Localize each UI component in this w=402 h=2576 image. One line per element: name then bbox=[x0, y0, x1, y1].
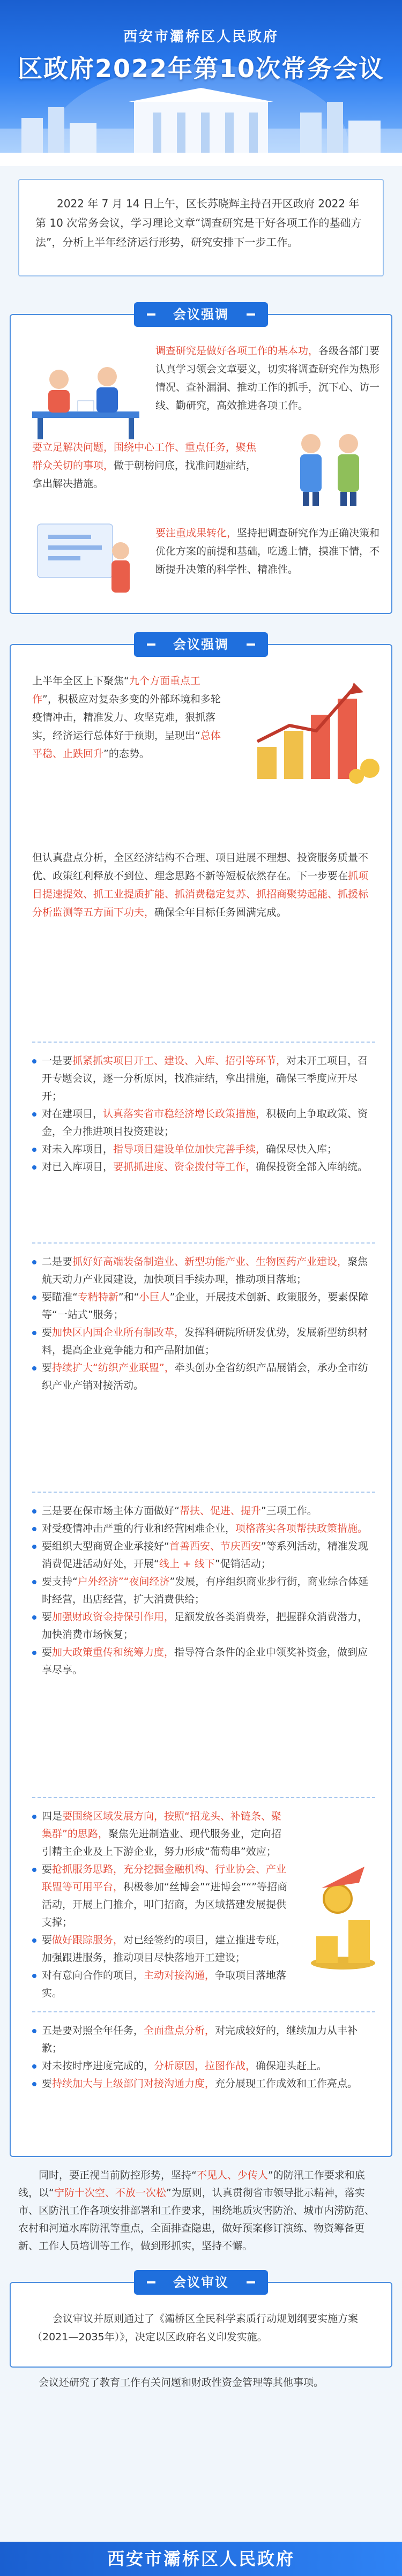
bullet-item: 要持续扩大“纺织产业联盟”，牵头创办全省纺织产品展销会，承办全市纺织产业产销对接活动。 bbox=[32, 1359, 375, 1395]
bullet-item: 要组织大型商贸企业承接好“首善西安、节庆西安”等系列活动，精准发现消费促进活动好处，开展“线上 + 线下”促销活动； bbox=[32, 1538, 375, 1573]
emphasis-item: 要立足解决问题，围绕中心工作、重点任务，聚焦群众关切的事项，做于朝榜问底，找准问题症结，拿出解决措施。 bbox=[32, 441, 257, 490]
section-review bbox=[10, 2275, 392, 2368]
bullet-item: 要加大政策重传和统筹力度，指导符合条件的企业申领奖补资金，做到应享尽享。 bbox=[32, 1644, 375, 1679]
bullet-item: 对有意向合作的项目，主动对接沟通，争取项目落地落实。 bbox=[32, 1967, 289, 2002]
divider bbox=[32, 2011, 375, 2012]
section-heading: 会议强调 bbox=[134, 302, 268, 327]
divider bbox=[32, 1042, 375, 1043]
divider bbox=[32, 1242, 375, 1244]
bullet-item: 二是要抓好好高端装备制造业、新型功能产业、生物医药产业建设，聚焦航天动力产业园建设，加快项目手续办理，推动项目落地； bbox=[32, 1253, 375, 1289]
bullet-item: 对受疫情冲击严重的行业和经营困难企业，项格落实各项帮扶政策措施。 bbox=[32, 1520, 375, 1538]
bullet-item: 三是要在保市场主体方面做好“帮扶、促进、提升”三项工作。 bbox=[32, 1502, 375, 1520]
measures-group-1 bbox=[32, 1052, 375, 1176]
bullet-item: 对已入库项目，要抓抓进度、资金拨付等工作，确保投资全部入库纳统。 bbox=[32, 1158, 375, 1176]
bullet-item: 要持续加大与上级部门对接沟通力度，充分展现工作成效和工作亮点。 bbox=[32, 2075, 375, 2093]
divider bbox=[32, 1492, 375, 1493]
divider bbox=[32, 1797, 375, 1798]
bullet-item: 对未入库项目，指导项目建设单位加快完善手续，确保尽快入库； bbox=[32, 1141, 375, 1158]
bullet-item: 五是要对照全年任务，全面盘点分析，对完成较好的，继续加力从丰补歉； bbox=[32, 2022, 375, 2057]
footer-banner: 西安市灞桥区人民政府 bbox=[0, 2542, 402, 2576]
page-title: 区政府2022年第10次常务会议 bbox=[17, 54, 385, 83]
growth-chart-illustration bbox=[247, 667, 386, 790]
section-emphasis-1 bbox=[10, 307, 392, 614]
problem-paragraph: 但认真盘点分析，全区经济结构不合理、项目进展不理想、投资服务质量不优、政策红利释放不到位、理念思路不新等短板依然存在。下一步要在抓项目提速提效、抓工业提质扩能、抓消费稳定复苏、抓招商聚势起能、抓援标分析监测等五方面下功夫，确保全年目标任务圆满完成。 bbox=[32, 852, 369, 918]
section-heading: 会议强调 bbox=[134, 632, 268, 657]
people-illustration bbox=[279, 422, 381, 508]
section-emphasis-2 bbox=[10, 637, 392, 2157]
coins-illustration bbox=[300, 1856, 386, 1974]
intro-paragraph: 2022 年 7 月 14 日上午，区长苏晓辉主持召开区政府 2022 年第 10 次常务会议，学习理论文章“调查研究是干好各项工作的基础方法”，分析上半年经济运行形势，研究安排下一步工作。 bbox=[18, 179, 384, 276]
overview-paragraph: 上半年全区上下聚焦“九个方面重点工作”，积极应对复杂多变的外部环境和多轮疫情冲击，精准发力、攻坚克难，狠抓落实，经济运行总体好于预期，呈现出“总体平稳、止跌回升”的态势。 bbox=[32, 675, 221, 760]
measures-group-4 bbox=[32, 1808, 289, 2002]
closing-paragraph: 会议还研究了教育工作有关问题和财政性资金管理等其他事项。 bbox=[39, 2377, 324, 2388]
meeting-illustration bbox=[27, 347, 145, 444]
review-text: 会议审议并原则通过了《灞桥区全民科学素质行动规划纲要实施方案（2021—2035年）》，决定以区政府名义印发实施。 bbox=[32, 2313, 359, 2343]
bullet-item: 要加强财政资金持保引作用，足额发放各类消费券，把握群众消费潜力，加快消费市场恢复； bbox=[32, 1608, 375, 1644]
bullet-item: 要瞄准“专精特新”和“小巨人”企业，开展技术创新、政策服务，要素保障等“一站式”服务； bbox=[32, 1289, 375, 1324]
bullet-item: 要抢抓服务思路，充分挖掘金融机构、行业协会、产业联盟等可用平台，积极参加“丝博会”“进博会”“”等招商活动，开展上门推介，叩门招商，为区域搭建发展提供支撑； bbox=[32, 1861, 289, 1931]
flood-prevention-paragraph: 同时，要正视当前防控形势，坚持“不见人、少传人”的防汛工作要求和底线，以“宁防十次空、不放一次松”为原则，认真贯彻省市领导批示精神，落实市、区防汛工作各项安排部署和工作要求，围绕地质灾害防治、城市内涝防范、农村和河道水库防汛等重点，全面排查隐患，做好预案修订演练、物资筹备更新、工作人员培训等工作，做到形抓实，坚持不懈。 bbox=[18, 2169, 375, 2252]
bullet-item: 要做好跟踪服务，对已经签约的项目，建立推进专班，加强跟进服务，推动项目尽快落地开工建设； bbox=[32, 1931, 289, 1967]
bullet-item: 对未按时序进度完成的，分析原因，拉图作战，确保迎头赶上。 bbox=[32, 2057, 375, 2075]
bullet-item: 一是要抓紧抓实项目开工、建设、入库、招引等环节，对未开工项目，召开专题会议，逐一分析原因，找准症结，拿出措施，确保三季度应开尽开； bbox=[32, 1052, 375, 1105]
bullet-item: 对在建项目，认真落实省市稳经济增长政策措施，积极向上争取政策、资金，全力推进项目投资建设； bbox=[32, 1105, 375, 1141]
header-banner bbox=[0, 0, 402, 166]
section-heading: 会议审议 bbox=[134, 2270, 268, 2295]
emphasis-item: 要注重成果转化，坚持把调查研究作为正确决策和优化方案的前提和基础，吃透上情，摸准下情，不断提升决策的科学性、精准性。 bbox=[155, 527, 380, 575]
emphasis-item: 调查研究是做好各项工作的基本功，各级各部门要认真学习领会文章要义，切实将调查研究作为热形情况、查补漏洞、推动工作的抓手，沉下心、访一线、勤研究，高效推进各项工作。 bbox=[155, 345, 380, 411]
bullet-item: 要加快区内国企业所有制改革，发挥科研院所研发优势，发展新型纺织材料，提高企业竞争能力和产品附加值； bbox=[32, 1324, 375, 1359]
bullet-item: 四是要围绕区域发展方向，按照“招龙头、补链条、聚集群”的思路，聚焦先进制造业、现代服务业，定向招引精主企业及上下游企业，努力形成“葡萄串”效应； bbox=[32, 1808, 289, 1861]
measures-group-3 bbox=[32, 1502, 375, 1679]
worker-illustration bbox=[27, 513, 145, 604]
skyline-illustration bbox=[0, 80, 402, 166]
bullet-item: 要支持“户外经济”“夜间经济”发展，有序组织商业步行街，商业综合体延时经营，出店经营，扩大消费供给； bbox=[32, 1573, 375, 1608]
header-subtitle: 西安市灞桥区人民政府 bbox=[123, 29, 279, 45]
measures-group-2 bbox=[32, 1253, 375, 1395]
measures-group-5 bbox=[32, 2022, 375, 2093]
